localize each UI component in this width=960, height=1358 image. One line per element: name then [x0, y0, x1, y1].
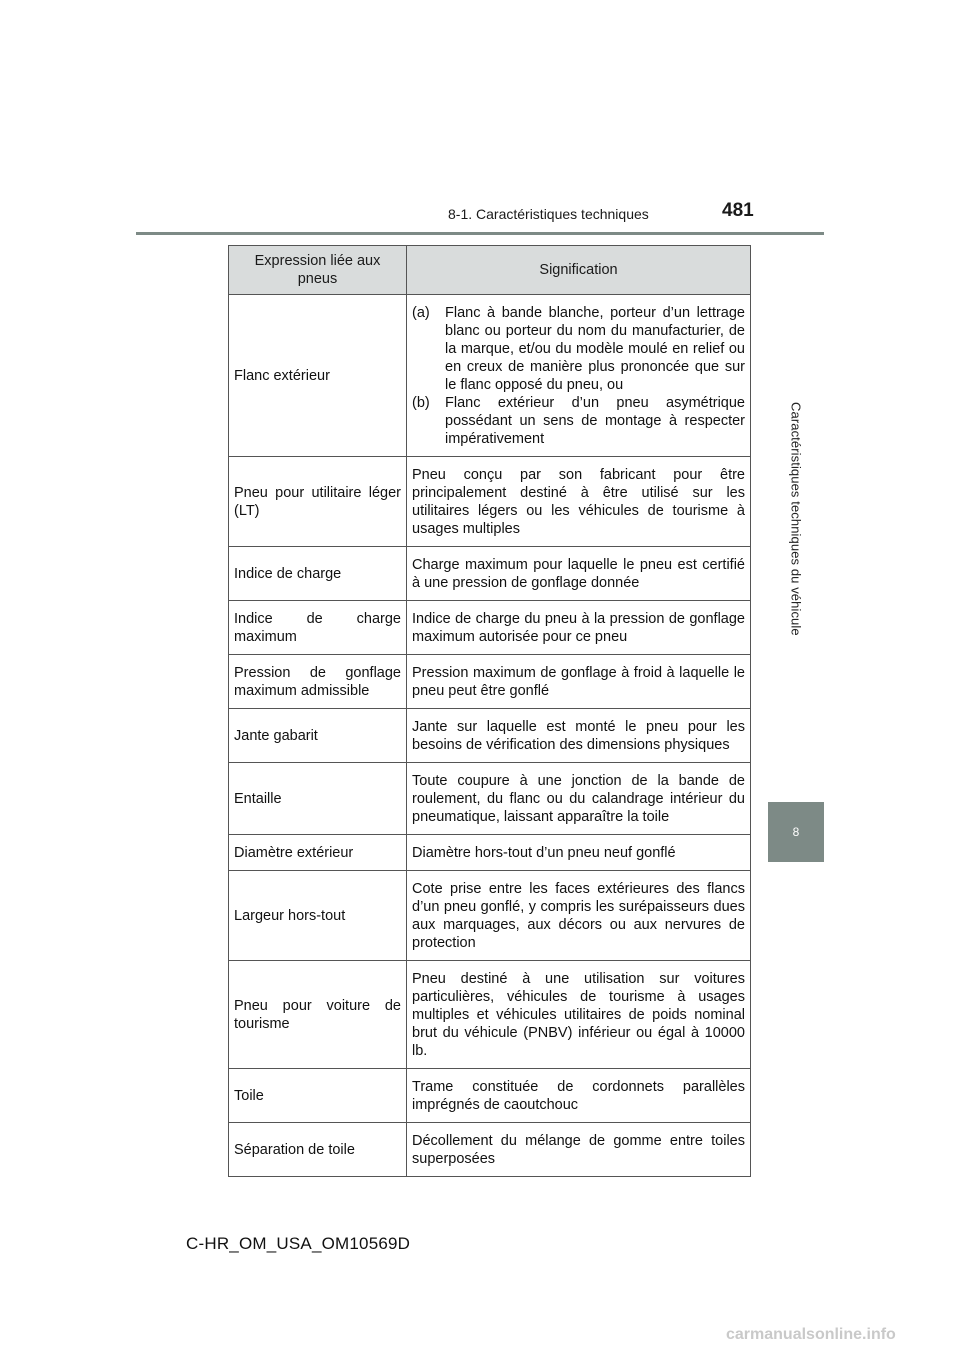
meaning-cell: Pneu destiné à une utilisation sur voitures particulières, véhicules de tourisme à usages multiples et véhicules utilitaires de poids nominal brut du véhicule (PNBV) inférieur ou égal à 10000 lb. [407, 961, 751, 1069]
watermark: carmanualsonline.info [726, 1326, 896, 1343]
term-cell: Largeur hors-tout [229, 871, 407, 961]
meaning-cell [407, 295, 751, 457]
item-label: (a) [412, 305, 430, 321]
chapter-number-badge: 8 [768, 802, 824, 862]
term-cell: Jante gabarit [229, 709, 407, 763]
table-header-row [229, 246, 751, 295]
term-cell: Diamètre extérieur [229, 835, 407, 871]
list-item [412, 394, 745, 448]
meaning-cell: Pression maximum de gonflage à froid à laquelle le pneu peut être gonflé [407, 655, 751, 709]
section-title: 8-1. Caractéristiques techniques [448, 206, 649, 222]
term-cell: Séparation de toile [229, 1123, 407, 1177]
meaning-cell: Décollement du mélange de gomme entre toiles superposées [407, 1123, 751, 1177]
term-cell: Pneu pour utilitaire léger (LT) [229, 457, 407, 547]
meaning-cell: Diamètre hors-tout d’un pneu neuf gonflé [407, 835, 751, 871]
meaning-cell: Jante sur laquelle est monté le pneu pour les besoins de vérification des dimensions physiques [407, 709, 751, 763]
column-header-meaning: Signification [407, 246, 751, 295]
meaning-cell: Trame constituée de cordonnets parallèles imprégnés de caoutchouc [407, 1069, 751, 1123]
table-row [229, 1123, 751, 1177]
table-row [229, 835, 751, 871]
table-row [229, 763, 751, 835]
table-row [229, 871, 751, 961]
term-cell: Flanc extérieur [229, 295, 407, 457]
item-text: Flanc extérieur d’un pneu asymétrique possédant un sens de montage à respecter impérativement [445, 395, 745, 447]
chapter-side-tab [768, 236, 824, 802]
term-cell: Indice de charge maximum [229, 601, 407, 655]
meaning-cell: Pneu conçu par son fabricant pour être principalement destiné à être utilisé sur les utilitaires légers ou les véhicules de tourisme à usages multiples [407, 457, 751, 547]
term-cell: Toile [229, 1069, 407, 1123]
page-number: 481 [722, 200, 754, 221]
term-cell: Entaille [229, 763, 407, 835]
document-code: C-HR_OM_USA_OM10569D [186, 1234, 411, 1253]
table-row [229, 655, 751, 709]
tire-terms-table [228, 245, 751, 1177]
list-item [412, 304, 745, 394]
meaning-cell: Cote prise entre les faces extérieures des flancs d’un pneu gonflé, y compris les surépaisseurs dues aux marquages, aux décors ou aux nervures de protection [407, 871, 751, 961]
table-row [229, 1069, 751, 1123]
column-header-term: Expression liée aux pneus [229, 246, 407, 295]
meaning-cell: Charge maximum pour laquelle le pneu est certifié à une pression de gonflage donnée [407, 547, 751, 601]
table-row [229, 601, 751, 655]
table-row [229, 961, 751, 1069]
table-row [229, 709, 751, 763]
meaning-cell: Indice de charge du pneu à la pression de gonflage maximum autorisée pour ce pneu [407, 601, 751, 655]
table-row [229, 457, 751, 547]
header-divider [136, 232, 824, 235]
table-row [229, 547, 751, 601]
term-cell: Pression de gonflage maximum admissible [229, 655, 407, 709]
term-cell: Indice de charge [229, 547, 407, 601]
meaning-cell: Toute coupure à une jonction de la bande de roulement, du flanc ou du calandrage intérieur du pneumatique, laissant apparaître la toile [407, 763, 751, 835]
item-text: Flanc à bande blanche, porteur d’un lettrage blanc ou porteur du nom du manufacturier, de la marque, et/ou du modèle moulé en relief ou en creux de manière plus prononcée que sur le flanc opposé du pneu, ou [445, 305, 745, 393]
table-row [229, 295, 751, 457]
item-label: (b) [412, 395, 430, 411]
chapter-title: Caractéristiques techniques du véhicule [788, 402, 804, 636]
term-cell: Pneu pour voiture de tourisme [229, 961, 407, 1069]
